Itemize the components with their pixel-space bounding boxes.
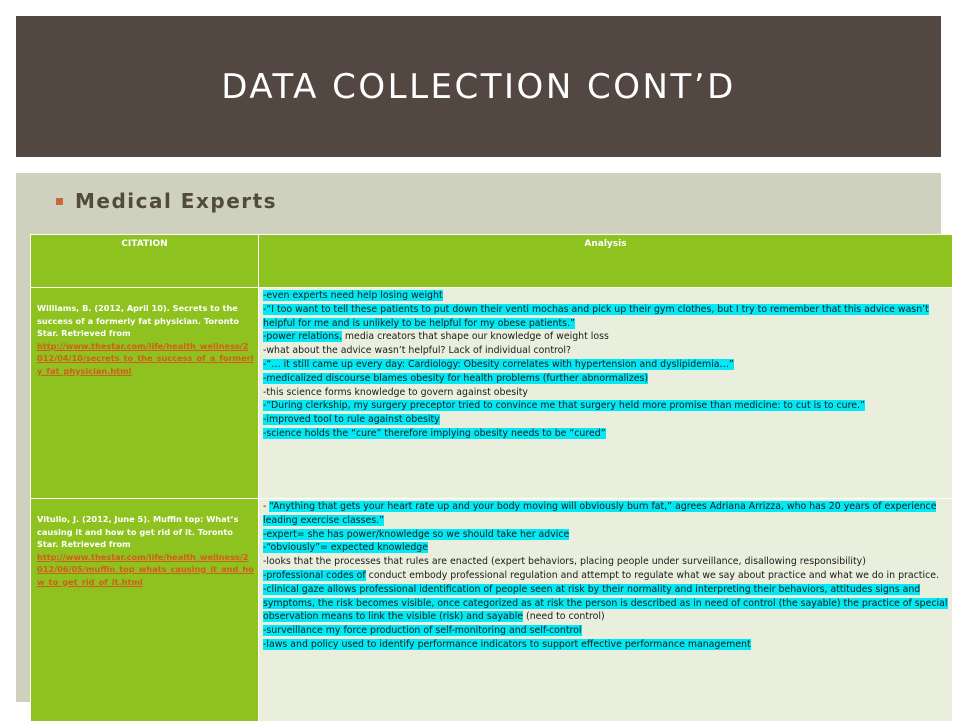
square-bullet-icon — [56, 198, 63, 205]
analysis-line: -science holds the “cure” therefore implying obesity needs to be “cured” — [263, 427, 606, 439]
citation-link[interactable]: http://www.thestar.com/life/health_wellness/2012/04/10/secrets_to_the_success_of_a_formerly_fat_physician.html — [37, 340, 254, 376]
title-bar — [16, 16, 941, 157]
analysis-line: -surveillance my force production of self-monitoring and self-control — [263, 625, 582, 637]
analysis-line: -even experts need help losing weight — [263, 290, 443, 301]
bullet-item — [56, 189, 277, 213]
analysis-line: -“I too want to tell these patients to put down their venti mochas and pick up their gym clothes, but I try to remember that this advice wasn’t helpful for me and is unlikely to be helpful for my obese patients.” — [263, 303, 929, 329]
citation-cell — [31, 288, 259, 499]
bullet-text: Medical Experts — [75, 189, 278, 213]
table-row — [31, 288, 953, 499]
citation-text: Vitullo, J. (2012, June 5). Muffin top: What’s causing it and how to get rid of it. Toronto Star. Retrieved from — [37, 514, 239, 549]
analysis-cell — [259, 288, 953, 499]
content-panel — [16, 173, 948, 702]
citation-text: Williams, B. (2012, April 10). Secrets to the success of a formerly fat physician. Toronto Star. Retrieved from — [37, 303, 239, 338]
analysis-line: -medicalized discourse blames obesity for health problems (further abnormalizes) — [263, 372, 649, 384]
header-citation: CITATION — [31, 235, 259, 288]
citation-link[interactable]: http://www.thestar.com/life/health_wellness/2012/06/05/muffin_top_whats_causing_it_and_how_to_get_rid_of_it.html — [37, 551, 254, 587]
analysis-line: -improved tool to rule against obesity — [263, 414, 440, 426]
slide-title: DATA COLLECTION CONT’D — [221, 66, 736, 107]
analysis-line: -“obviously”= expected knowledge — [263, 542, 429, 554]
analysis-line: -what about the advice wasn’t helpful? Lack of individual control? — [263, 345, 571, 357]
table-row — [31, 499, 953, 722]
analysis-line: -“… it still came up every day: Cardiology: Obesity correlates with hypertension and dyslipidemia…” — [263, 358, 734, 370]
analysis-line: -“During clerkship, my surgery preceptor tried to convince me that surgery held more promise than medicine: to cut is to cure.” — [263, 400, 865, 412]
analysis-cell — [259, 499, 953, 722]
header-analysis: Analysis — [259, 235, 953, 288]
analysis-line: -power relations, media creators that shape our knowledge of weight loss — [263, 331, 609, 343]
analysis-line: -laws and policy used to identify performance indicators to support effective performance management — [263, 638, 751, 650]
citation-cell — [31, 499, 259, 722]
analysis-line: -this science forms knowledge to govern against obesity — [263, 386, 528, 398]
analysis-line: -clinical gaze allows professional identification of people seen at risk by their normality and interpreting their behaviors, attitudes signs and symptoms, the risk becomes visible, once categorized as at risk the person is described as in need of control (the sayable) the practice of special observation means to link the visible (risk) and sayable (need to control) — [263, 583, 948, 623]
citation-analysis-table — [30, 234, 953, 722]
analysis-line: -expert= she has power/knowledge so we should take her advice — [263, 528, 570, 540]
analysis-line: - “Anything that gets your heart rate up and your body moving will obviously burn fat,” agrees Adriana Arrizza, who has 20 years of experience leading exercise classes.” — [263, 501, 937, 526]
analysis-line: -professional codes of conduct embody professional regulation and attempt to regulate what we say about practice and what we do in practice. — [263, 569, 939, 581]
analysis-line: -looks that the processes that rules are enacted (expert behaviors, placing people under surveillance, disallowing responsibility) — [263, 556, 866, 568]
